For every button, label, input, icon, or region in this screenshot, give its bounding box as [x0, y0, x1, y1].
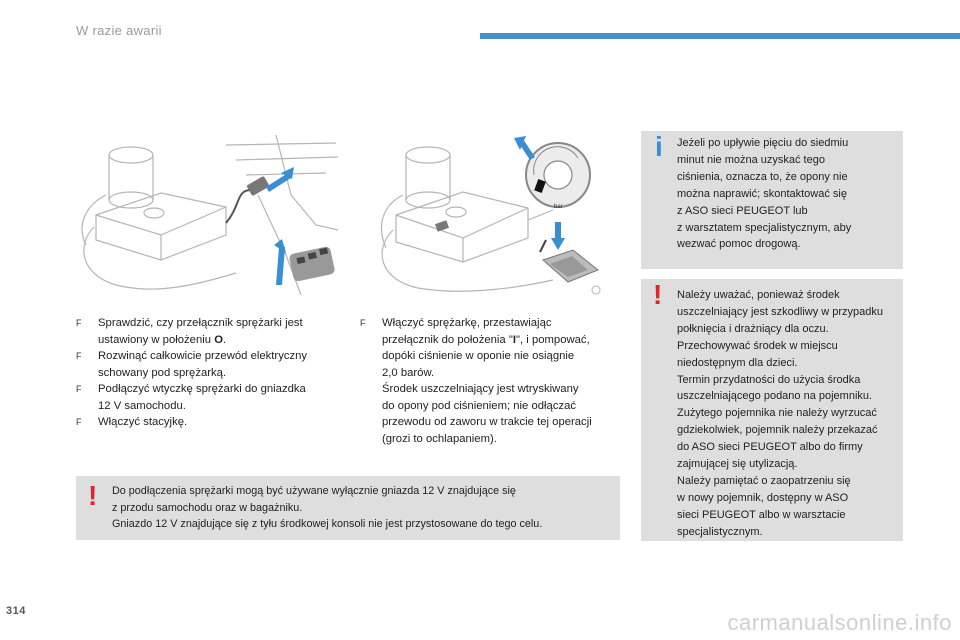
page-number: 314: [6, 605, 26, 617]
header-accent-bar: [480, 33, 960, 39]
text-line: uszczelniający jest szkodliwy w przypadku: [677, 305, 884, 318]
item-text: ustawiony w położeniu: [98, 333, 215, 346]
warning-panel-bottom: [76, 476, 620, 540]
item-line: (grozi to ochlapaniem).: [382, 432, 497, 445]
item-text: .: [222, 333, 227, 346]
text-line: Należy pamiętać o zaopatrzeniu się: [677, 474, 851, 487]
text-line: minut nie można uzyskać tego: [677, 153, 825, 166]
warning-panel-right: [641, 279, 903, 541]
text-line: z przodu samochodu oraz w bagażniku.: [112, 501, 303, 514]
text-line: Zużytego pojemnika nie należy wyrzucać: [677, 407, 877, 420]
item-line: 12 V samochodu.: [98, 399, 186, 412]
list-item: [76, 381, 346, 414]
info-icon: i: [655, 131, 663, 162]
text-line: Należy uważać, ponieważ środek: [677, 289, 840, 301]
text-line: z warsztatem specjalistycznym, aby: [677, 221, 852, 234]
item-line: przewodu od zaworu w trakcie tej operacji: [382, 416, 592, 428]
bullet-marker: F: [76, 351, 82, 361]
item-line: Sprawdzić, czy przełącznik sprężarki jest: [98, 317, 303, 329]
text-line: zajmującej się utylizacją.: [677, 458, 798, 471]
text-line: Jeżeli po upływie pięciu do siedmiu: [677, 137, 849, 149]
item-line: [382, 332, 630, 349]
list-item: [76, 315, 346, 348]
position-label: O: [214, 333, 223, 346]
item-line: [98, 332, 346, 349]
text-line: Przechowywać środek w miejscu: [677, 339, 838, 352]
item-line: do opony pod ciśnieniem; nie odłączać: [382, 399, 577, 412]
item-text: przełącznik do położenia ": [382, 333, 513, 346]
watermark: carmanualsonline.info: [727, 610, 952, 635]
list-item: [76, 348, 346, 381]
compressor-gauge-illustration: [368, 130, 623, 300]
section-title: W razie awarii: [76, 23, 162, 38]
item-line: schowany pod sprężarką.: [98, 366, 227, 379]
item-line: Środek uszczelniający jest wtryskiwany: [382, 383, 579, 395]
text-line: ciśnienia, oznacza to, że opony nie: [677, 170, 848, 183]
item-line: Włączyć sprężarkę, przestawiając: [382, 317, 552, 329]
warning-text: [677, 287, 901, 541]
middle-instructions: [360, 315, 630, 447]
text-line: specjalistycznym.: [677, 525, 763, 538]
item-line: Rozwinąć całkowicie przewód elektryczny: [98, 350, 308, 362]
info-text: [677, 135, 899, 253]
text-line: Gniazdo 12 V znajdujące się z tyłu środkowej konsoli nie jest przystosowane do tego celu.: [112, 518, 543, 530]
warning-icon: !: [88, 480, 98, 511]
text-line: sieci PEUGEOT albo w warsztacie: [677, 508, 846, 521]
item-text: ", i pompować,: [516, 333, 590, 346]
text-line: wezwać pomoc drogową.: [677, 238, 801, 251]
info-panel: [641, 131, 903, 269]
text-line: połknięcia i drażniący dla oczu.: [677, 322, 829, 335]
item-line: Podłączyć wtyczkę sprężarki do gniazdka: [98, 383, 306, 395]
position-label: I: [512, 333, 517, 346]
warning-text: [112, 483, 617, 533]
bullet-marker: F: [76, 417, 82, 427]
text-line: Do podłączenia sprężarki mogą być używane wyłącznie gniazda 12 V znajdujące się: [112, 485, 516, 497]
text-line: do ASO sieci PEUGEOT albo do firmy: [677, 441, 863, 454]
text-line: można naprawić; skontaktować się: [677, 187, 847, 200]
text-line: gdziekolwiek, pojemnik należy przekazać: [677, 424, 878, 437]
list-item: [360, 315, 630, 447]
gauge-unit-label: bar: [554, 204, 563, 210]
item-line: 2,0 barów.: [382, 366, 435, 379]
warning-icon: !: [653, 279, 663, 310]
list-item: [76, 414, 346, 431]
text-line: z ASO sieci PEUGEOT lub: [677, 204, 808, 217]
bullet-marker: F: [360, 318, 366, 328]
item-line: Włączyć stacyjkę.: [98, 416, 188, 428]
text-line: uszczelniającego podano na pojemniku.: [677, 390, 873, 403]
bullet-marker: F: [76, 318, 82, 328]
text-line: w nowy pojemnik, dostępny w ASO: [677, 491, 849, 504]
bullet-marker: F: [76, 384, 82, 394]
left-instructions: [76, 315, 346, 431]
text-line: Termin przydatności do użycia środka: [677, 373, 861, 386]
item-line: dopóki ciśnienie w oponie nie osiągnie: [382, 350, 575, 362]
text-line: niedostępnym dla dzieci.: [677, 356, 798, 369]
compressor-socket-illustration: [76, 135, 338, 295]
